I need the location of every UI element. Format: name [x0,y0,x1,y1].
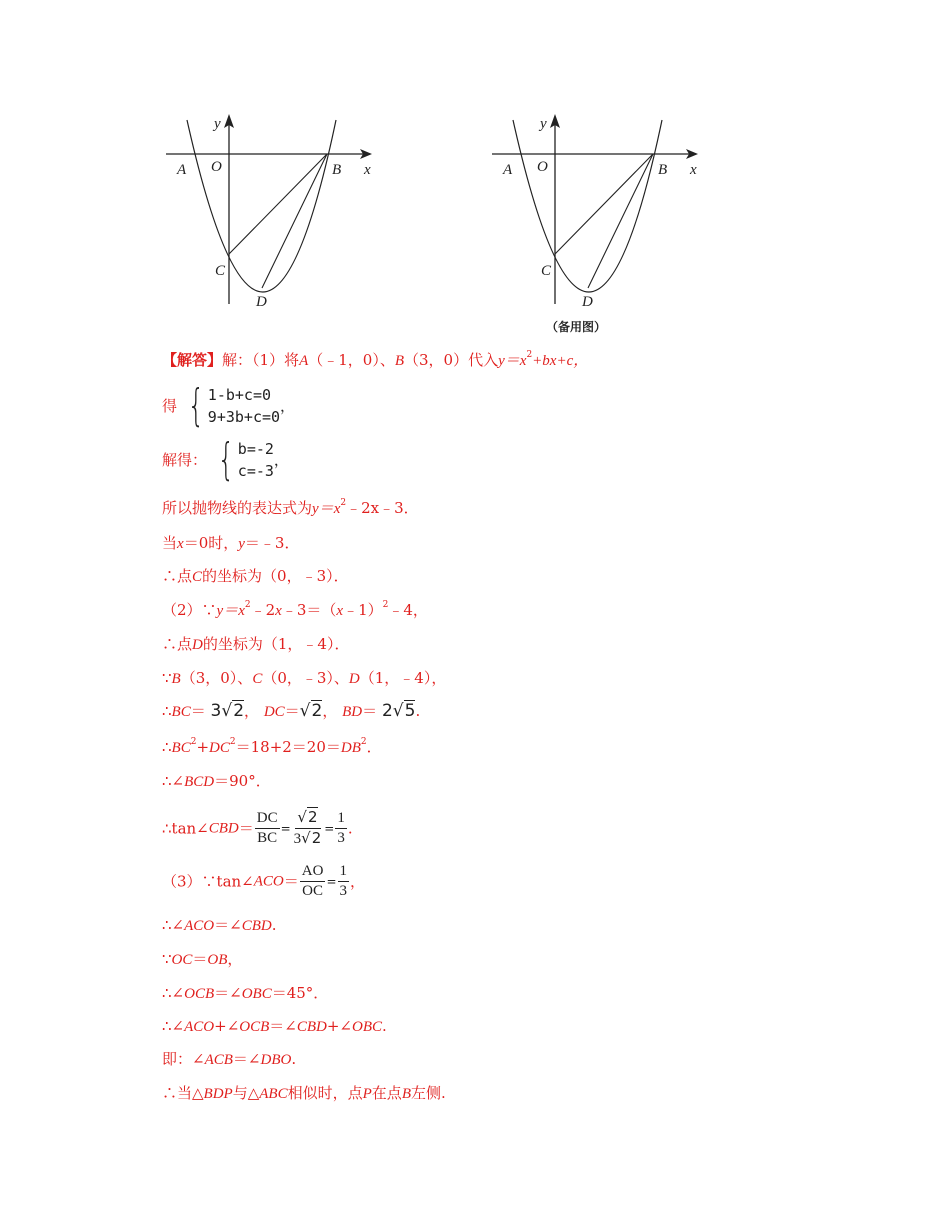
solution-line-1: 【解答】解：（1）将A（﹣1，0）、B（3，0）代入$y=x^2+bx+c$， [162,350,589,369]
sqrt-expression: 3√2 [210,701,245,721]
y-axis-label: y [214,116,221,132]
system-brace: { 1-b+c=0 9+3b+c=0 [187,380,281,431]
brace-icon: { [187,380,205,431]
solution-line-acb-dbo: 即：∠ACB＝∠DBO. [162,1050,297,1068]
equation-system-1: 得 { 1-b+c=0 9+3b+c=0 ， [162,380,296,431]
sqrt-expression: √2 [299,701,323,721]
solution-line-point-c: ∴点C的坐标为（0，﹣3）． [162,567,349,585]
system-brace: { b=-2 c=-3 [217,434,274,485]
solution-line-expression: 所以抛物线的表达式为$y=x^2﹣2x﹣3$． [162,498,419,517]
solution-line-part2: $(2)\because y=x^2﹣2x﹣3=(x﹣1)^2﹣4$， [162,600,428,619]
point-a-label: A [503,162,513,178]
solution-line-conclusion: ∴当△BDP与△ABC相似时，点P在点B左侧. [162,1084,446,1102]
solution-line-tan-cbd: ∴tan∠CBD＝ $\frac{DC}{BC}$ = $\frac{√2}{3√2}$ = $\frac{1}{3}$ . [162,808,353,847]
y-axis-label: y [540,116,547,132]
point-d-label: D [256,294,267,310]
point-b-label: B [658,162,668,178]
fraction: $\frac{AO}{OC}$ [301,863,324,899]
fraction: $\frac{1}{3}$ [339,863,347,899]
solution-line-45: ∴∠OCB＝∠OBC＝45°． [162,984,329,1002]
solution-line-lengths: ∴BC＝ 3√2， DC＝√2， BD＝ 2√5. [162,701,421,721]
origin-label: O [537,159,548,175]
solution-line-point-d: ∴点D的坐标为（1，﹣4）． [162,635,350,653]
origin-label: O [211,159,222,175]
solution-line-oc-ob: ∵OC＝OB， [162,950,243,968]
brace-icon: { [217,434,235,485]
parabola-figure-main [160,108,400,318]
point-b-label: B [332,162,342,178]
solution-line-bcd: ∵B（3，0）、C（0，﹣3）、D（1，﹣4）， [162,669,447,687]
solution-line-angle-sum: ∴∠ACO+∠OCB＝∠CBD+∠OBC. [162,1017,387,1035]
solution-line-x0: 当x＝0时，y＝﹣3． [162,534,300,552]
fraction: $\frac{√2}{3√2}$ [293,808,322,847]
point-a-label: A [177,162,187,178]
x-axis-label: x [690,162,697,178]
backup-figure-caption: （备用图） [546,320,607,334]
x-axis-label: x [364,162,371,178]
parabola-figure-backup [486,108,726,318]
answer-heading: 【解答】 [162,351,223,369]
solution-line-equal-angles: ∴∠ACO＝∠CBD. [162,916,277,934]
point-c-label: C [541,263,552,279]
point-c-label: C [215,263,226,279]
point-d-label: D [582,294,593,310]
fraction: $\frac{1}{3}$ [337,810,345,846]
solution-line-pythagoras: $\therefore BC^2+DC^2=18+2=20=DB^2$． [162,737,382,756]
solution-line-right-angle: ∴∠BCD＝90°． [162,772,271,790]
sqrt-expression: 2√5 [381,701,416,721]
fraction: $\frac{DC}{BC}$ [256,810,278,846]
solution-line-tan-aco: （3）∵tan∠ACO＝ $\frac{AO}{OC}$ = $\frac{1}{3}$ ， [162,863,366,899]
equation-system-2: 解得： { b=-2 c=-3 ， [162,434,289,485]
